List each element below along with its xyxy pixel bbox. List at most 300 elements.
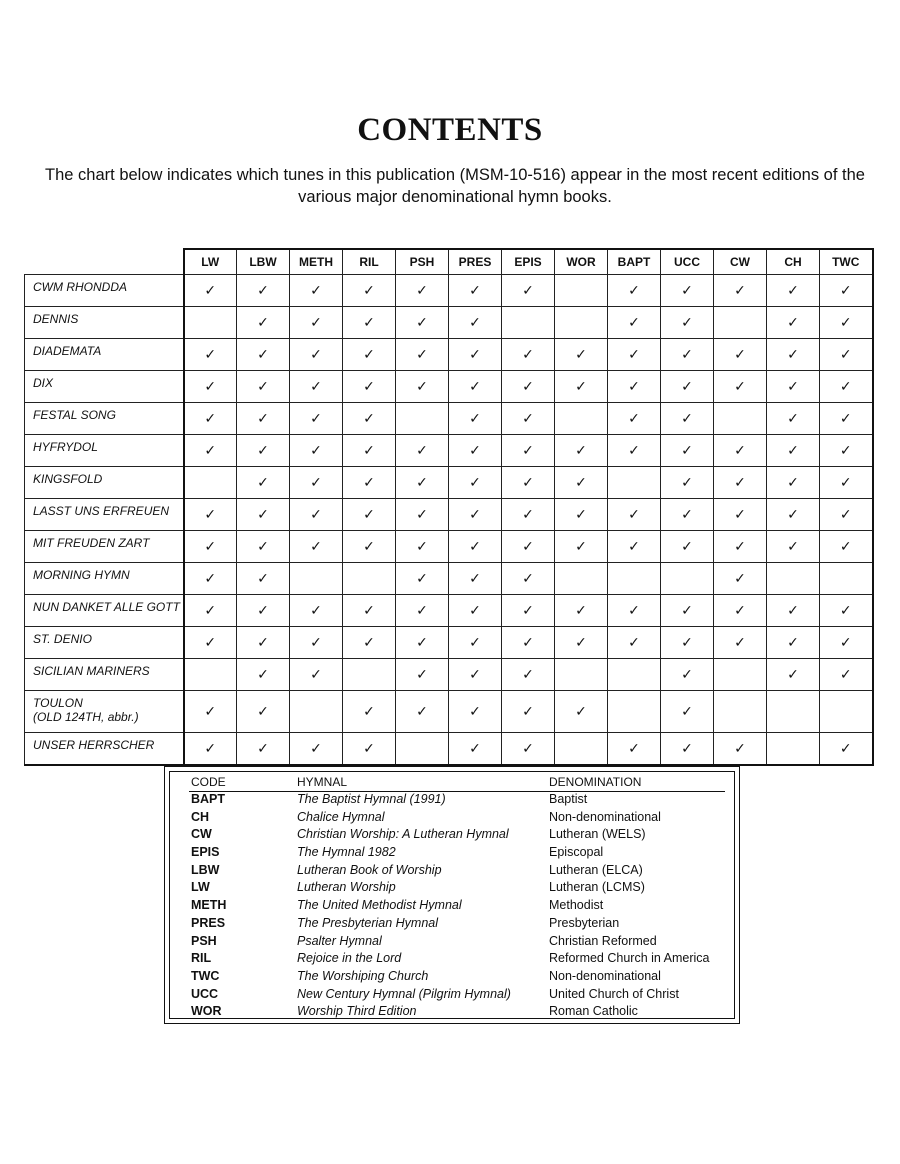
check-mark-icon: ✓ [204, 506, 217, 523]
legend-code: EPIS [191, 845, 220, 860]
check-mark-icon: ✓ [416, 634, 428, 651]
check-cell-bapt [608, 467, 661, 499]
check-cell-lw [184, 435, 237, 467]
legend-row [189, 933, 729, 951]
check-cell-pres [449, 307, 502, 339]
tune-name [25, 339, 184, 371]
check-cell-ucc [661, 435, 714, 467]
check-cell-epis [502, 275, 555, 307]
check-mark-icon: ✓ [257, 634, 269, 651]
check-cell-ch [767, 531, 820, 563]
check-cell-ucc [661, 275, 714, 307]
legend-hymnal: Lutheran Book of Worship [297, 862, 442, 877]
check-mark-icon: ✓ [681, 666, 693, 683]
column-header-psh: PSH [396, 249, 449, 275]
check-mark-icon: ✓ [363, 346, 375, 363]
check-cell-bapt [608, 563, 661, 595]
check-mark-icon: ✓ [310, 442, 322, 459]
check-mark-icon: ✓ [310, 474, 322, 491]
tune-name [25, 467, 184, 499]
check-cell-ch [767, 435, 820, 467]
tune-name [25, 627, 184, 659]
check-mark-icon: ✓ [839, 442, 852, 459]
check-cell-lbw [237, 275, 290, 307]
check-mark-icon: ✓ [469, 538, 481, 555]
check-cell-meth [290, 435, 343, 467]
check-cell-meth [290, 403, 343, 435]
check-cell-psh [396, 499, 449, 531]
check-cell-ucc [661, 307, 714, 339]
check-cell-wor [555, 733, 608, 766]
check-mark-icon: ✓ [416, 282, 428, 299]
check-mark-icon: ✓ [575, 378, 587, 395]
legend-denomination: Baptist [549, 792, 588, 806]
check-mark-icon: ✓ [787, 538, 799, 555]
check-mark-icon: ✓ [628, 410, 640, 427]
check-cell-epis [502, 691, 555, 733]
legend-row [189, 879, 729, 897]
check-mark-icon: ✓ [734, 570, 746, 587]
check-mark-icon: ✓ [787, 666, 799, 683]
check-mark-icon: ✓ [839, 506, 852, 523]
check-mark-icon: ✓ [416, 314, 428, 331]
check-mark-icon: ✓ [363, 410, 375, 427]
check-mark-icon: ✓ [839, 314, 852, 331]
check-cell-ril [343, 659, 396, 691]
column-header-lbw: LBW [237, 249, 290, 275]
check-mark-icon: ✓ [839, 346, 852, 363]
check-cell-wor [555, 563, 608, 595]
check-mark-icon: ✓ [734, 442, 746, 459]
check-mark-icon: ✓ [522, 602, 534, 619]
check-mark-icon: ✓ [734, 538, 746, 555]
check-mark-icon: ✓ [310, 346, 322, 363]
legend-hymnal: New Century Hymnal (Pilgrim Hymnal) [297, 986, 511, 1001]
check-mark-icon: ✓ [257, 666, 269, 683]
check-cell-bapt [608, 499, 661, 531]
legend-hymnal: The Worshiping Church [297, 968, 429, 983]
tune-name [25, 371, 184, 403]
check-mark-icon: ✓ [257, 474, 269, 491]
check-cell-pres [449, 531, 502, 563]
check-cell-meth [290, 275, 343, 307]
column-header-lw: LW [184, 249, 237, 275]
tune-name [25, 595, 184, 627]
check-cell-wor [555, 275, 608, 307]
check-cell-twc [820, 435, 873, 467]
check-mark-icon: ✓ [575, 506, 587, 523]
check-cell-bapt [608, 595, 661, 627]
column-header-bapt: BAPT [608, 249, 661, 275]
check-mark-icon: ✓ [839, 634, 852, 651]
check-mark-icon: ✓ [204, 602, 217, 619]
legend-hymnal: The Baptist Hymnal (1991) [297, 792, 446, 806]
check-mark-icon: ✓ [363, 703, 375, 720]
check-cell-wor [555, 691, 608, 733]
check-cell-lw [184, 275, 237, 307]
check-mark-icon: ✓ [469, 346, 481, 363]
check-cell-cw [714, 659, 767, 691]
chart-corner-cell [25, 249, 184, 275]
check-cell-psh [396, 307, 449, 339]
check-mark-icon: ✓ [257, 282, 269, 299]
check-cell-ril [343, 435, 396, 467]
check-mark-icon: ✓ [522, 703, 534, 720]
check-cell-ch [767, 563, 820, 595]
hymnal-legend [164, 766, 740, 1024]
check-mark-icon: ✓ [734, 282, 746, 299]
check-mark-icon: ✓ [681, 378, 693, 395]
check-cell-cw [714, 531, 767, 563]
check-mark-icon: ✓ [734, 378, 746, 395]
tune-name [25, 733, 184, 766]
check-cell-cw [714, 339, 767, 371]
check-cell-pres [449, 371, 502, 403]
check-mark-icon: ✓ [416, 378, 428, 395]
check-cell-psh [396, 659, 449, 691]
check-mark-icon: ✓ [522, 538, 534, 555]
legend-code: RIL [191, 951, 212, 966]
legend-header [189, 773, 725, 792]
check-cell-ch [767, 595, 820, 627]
check-mark-icon: ✓ [416, 506, 428, 523]
tune-name-label: MIT FREUDEN ZART [33, 536, 150, 550]
check-cell-ch [767, 339, 820, 371]
check-cell-lw [184, 307, 237, 339]
check-mark-icon: ✓ [363, 474, 375, 491]
check-cell-lw [184, 627, 237, 659]
check-cell-epis [502, 467, 555, 499]
check-cell-ch [767, 275, 820, 307]
check-mark-icon: ✓ [310, 740, 322, 757]
check-cell-wor [555, 531, 608, 563]
check-cell-meth [290, 307, 343, 339]
tune-row [25, 339, 873, 371]
check-mark-icon: ✓ [575, 442, 587, 459]
check-cell-ch [767, 499, 820, 531]
check-mark-icon: ✓ [469, 506, 481, 523]
check-mark-icon: ✓ [469, 314, 481, 331]
check-mark-icon: ✓ [681, 703, 693, 720]
check-cell-lbw [237, 435, 290, 467]
check-cell-lw [184, 499, 237, 531]
check-cell-cw [714, 499, 767, 531]
check-cell-lbw [237, 531, 290, 563]
check-mark-icon: ✓ [363, 314, 375, 331]
tune-row [25, 307, 873, 339]
tune-name-label: DIADEMATA [33, 344, 102, 358]
check-mark-icon: ✓ [575, 538, 587, 555]
check-cell-ch [767, 733, 820, 766]
column-header-meth: METH [290, 249, 343, 275]
check-mark-icon: ✓ [257, 346, 269, 363]
check-cell-psh [396, 403, 449, 435]
check-mark-icon: ✓ [416, 602, 428, 619]
check-cell-bapt [608, 275, 661, 307]
check-mark-icon: ✓ [257, 410, 269, 427]
legend-code: LW [191, 880, 210, 895]
check-cell-lbw [237, 339, 290, 371]
check-mark-icon: ✓ [363, 282, 375, 299]
check-cell-cw [714, 563, 767, 595]
check-cell-pres [449, 733, 502, 766]
tune-name-label: MORNING HYMN [33, 568, 130, 582]
check-cell-twc [820, 467, 873, 499]
check-mark-icon: ✓ [363, 740, 375, 757]
check-mark-icon: ✓ [416, 570, 428, 587]
check-mark-icon: ✓ [628, 282, 640, 299]
tune-name [25, 307, 184, 339]
legend-hymnal: The Presbyterian Hymnal [297, 915, 439, 930]
check-cell-twc [820, 595, 873, 627]
check-mark-icon: ✓ [734, 346, 746, 363]
check-mark-icon: ✓ [204, 282, 217, 299]
check-cell-twc [820, 339, 873, 371]
check-mark-icon: ✓ [469, 442, 481, 459]
tune-name [25, 563, 184, 595]
check-mark-icon: ✓ [469, 602, 481, 619]
check-mark-icon: ✓ [522, 442, 534, 459]
column-header-epis: EPIS [502, 249, 555, 275]
check-cell-lbw [237, 499, 290, 531]
check-cell-ucc [661, 691, 714, 733]
check-cell-cw [714, 691, 767, 733]
check-mark-icon: ✓ [204, 538, 217, 555]
check-mark-icon: ✓ [522, 666, 534, 683]
tune-name-label: LASST UNS ERFREUEN [33, 504, 170, 518]
tune-name-label: DIX [33, 376, 54, 390]
check-cell-epis [502, 403, 555, 435]
check-cell-lw [184, 691, 237, 733]
check-mark-icon: ✓ [681, 602, 693, 619]
check-mark-icon: ✓ [575, 634, 587, 651]
check-mark-icon: ✓ [257, 570, 269, 587]
check-mark-icon: ✓ [681, 474, 693, 491]
check-cell-ch [767, 691, 820, 733]
check-cell-bapt [608, 627, 661, 659]
legend-hymnal: The United Methodist Hymnal [297, 898, 462, 913]
tune-name-label: HYFRYDOL [33, 440, 98, 454]
check-mark-icon: ✓ [522, 506, 534, 523]
tune-name-subtitle: (OLD 124TH, abbr.) [33, 710, 139, 724]
check-cell-pres [449, 275, 502, 307]
tune-row [25, 499, 873, 531]
tune-row [25, 627, 873, 659]
check-cell-wor [555, 403, 608, 435]
legend-row [189, 791, 729, 809]
page-title: CONTENTS [357, 112, 543, 148]
check-mark-icon: ✓ [681, 634, 693, 651]
check-mark-icon: ✓ [681, 740, 693, 757]
check-cell-pres [449, 499, 502, 531]
tune-name [25, 499, 184, 531]
check-mark-icon: ✓ [681, 410, 693, 427]
check-mark-icon: ✓ [734, 602, 746, 619]
check-mark-icon: ✓ [469, 570, 481, 587]
legend-hymnal: Christian Worship: A Lutheran Hymnal [297, 827, 509, 842]
check-mark-icon: ✓ [681, 506, 693, 523]
tune-row [25, 733, 873, 766]
check-cell-lbw [237, 595, 290, 627]
check-cell-lw [184, 371, 237, 403]
check-mark-icon: ✓ [522, 634, 534, 651]
check-cell-cw [714, 403, 767, 435]
check-cell-lw [184, 595, 237, 627]
check-mark-icon: ✓ [839, 740, 852, 757]
check-cell-lbw [237, 403, 290, 435]
check-mark-icon: ✓ [310, 634, 322, 651]
chart-header-row [25, 249, 873, 275]
legend-code: PRES [191, 915, 226, 930]
check-mark-icon: ✓ [416, 666, 428, 683]
check-cell-wor [555, 467, 608, 499]
check-mark-icon: ✓ [787, 410, 799, 427]
check-mark-icon: ✓ [681, 442, 693, 459]
legend-rows [189, 791, 729, 1021]
check-mark-icon: ✓ [310, 282, 322, 299]
check-cell-lw [184, 467, 237, 499]
check-mark-icon: ✓ [575, 474, 587, 491]
check-cell-twc [820, 733, 873, 766]
legend-code: WOR [191, 1004, 222, 1019]
check-cell-ucc [661, 371, 714, 403]
column-header-pres: PRES [449, 249, 502, 275]
check-mark-icon: ✓ [416, 346, 428, 363]
check-cell-twc [820, 691, 873, 733]
check-cell-cw [714, 435, 767, 467]
check-cell-wor [555, 627, 608, 659]
check-cell-meth [290, 691, 343, 733]
check-mark-icon: ✓ [257, 442, 269, 459]
check-mark-icon: ✓ [839, 538, 852, 555]
legend-header-code: CODE [191, 775, 226, 789]
check-cell-bapt [608, 691, 661, 733]
legend-hymnal: The Hymnal 1982 [297, 845, 396, 860]
legend-denomination: Non-denominational [549, 809, 661, 824]
check-mark-icon: ✓ [839, 666, 852, 683]
tune-row [25, 371, 873, 403]
check-cell-ch [767, 659, 820, 691]
check-mark-icon: ✓ [310, 602, 322, 619]
check-cell-twc [820, 403, 873, 435]
legend-code: CH [191, 809, 210, 824]
check-cell-psh [396, 435, 449, 467]
check-mark-icon: ✓ [734, 474, 746, 491]
legend-denomination: Roman Catholic [549, 1004, 638, 1019]
column-header-cw: CW [714, 249, 767, 275]
check-cell-ril [343, 307, 396, 339]
check-mark-icon: ✓ [787, 378, 799, 395]
check-cell-ucc [661, 339, 714, 371]
check-cell-meth [290, 627, 343, 659]
column-header-wor: WOR [555, 249, 608, 275]
check-cell-ch [767, 371, 820, 403]
check-mark-icon: ✓ [363, 506, 375, 523]
column-header-ril: RIL [343, 249, 396, 275]
check-cell-cw [714, 371, 767, 403]
check-mark-icon: ✓ [469, 740, 481, 757]
check-cell-wor [555, 659, 608, 691]
tune-name [25, 691, 184, 733]
check-mark-icon: ✓ [839, 282, 852, 299]
check-cell-lw [184, 733, 237, 766]
check-mark-icon: ✓ [628, 634, 640, 651]
check-cell-ril [343, 499, 396, 531]
check-cell-wor [555, 435, 608, 467]
check-cell-lbw [237, 691, 290, 733]
check-mark-icon: ✓ [204, 703, 217, 720]
legend-hymnal: Chalice Hymnal [297, 809, 385, 824]
check-mark-icon: ✓ [787, 314, 799, 331]
check-cell-psh [396, 371, 449, 403]
check-mark-icon: ✓ [839, 474, 852, 491]
check-cell-pres [449, 435, 502, 467]
check-cell-ril [343, 627, 396, 659]
check-mark-icon: ✓ [257, 740, 269, 757]
check-mark-icon: ✓ [839, 378, 852, 395]
check-mark-icon: ✓ [522, 282, 534, 299]
tune-row [25, 403, 873, 435]
check-cell-wor [555, 307, 608, 339]
check-cell-ril [343, 531, 396, 563]
check-cell-ucc [661, 595, 714, 627]
tune-row [25, 467, 873, 499]
check-mark-icon: ✓ [469, 703, 481, 720]
intro-text: The chart below indicates which tunes in this publication (MSM-10-516) appear in the most recent editions of the various major denominational hymn books. [45, 166, 865, 206]
check-mark-icon: ✓ [522, 410, 534, 427]
check-mark-icon: ✓ [310, 410, 322, 427]
check-mark-icon: ✓ [787, 474, 799, 491]
check-mark-icon: ✓ [522, 378, 534, 395]
check-cell-meth [290, 371, 343, 403]
check-cell-epis [502, 371, 555, 403]
check-cell-pres [449, 339, 502, 371]
check-mark-icon: ✓ [522, 570, 534, 587]
legend-denomination: Reformed Church in America [549, 951, 710, 966]
check-cell-epis [502, 733, 555, 766]
check-mark-icon: ✓ [628, 314, 640, 331]
check-cell-twc [820, 499, 873, 531]
check-mark-icon: ✓ [310, 538, 322, 555]
check-cell-wor [555, 339, 608, 371]
check-cell-pres [449, 595, 502, 627]
legend-hymnal: Worship Third Edition [297, 1004, 417, 1019]
check-cell-pres [449, 691, 502, 733]
check-cell-lbw [237, 627, 290, 659]
check-cell-pres [449, 403, 502, 435]
check-mark-icon: ✓ [416, 474, 428, 491]
tune-name-label: NUN DANKET ALLE GOTT [33, 600, 180, 614]
check-mark-icon: ✓ [469, 410, 481, 427]
tune-name-label: SICILIAN MARINERS [33, 664, 150, 678]
legend-row [189, 897, 729, 915]
check-cell-epis [502, 499, 555, 531]
tune-name-label: TOULON [33, 696, 83, 710]
check-cell-ucc [661, 733, 714, 766]
check-cell-cw [714, 467, 767, 499]
check-mark-icon: ✓ [204, 634, 217, 651]
tune-row [25, 563, 873, 595]
check-cell-psh [396, 563, 449, 595]
check-mark-icon: ✓ [628, 506, 640, 523]
legend-denomination: United Church of Christ [549, 986, 679, 1001]
check-cell-lbw [237, 659, 290, 691]
check-cell-meth [290, 659, 343, 691]
legend-hymnal: Psalter Hymnal [297, 933, 382, 948]
check-mark-icon: ✓ [575, 703, 587, 720]
check-cell-epis [502, 563, 555, 595]
check-cell-lw [184, 339, 237, 371]
